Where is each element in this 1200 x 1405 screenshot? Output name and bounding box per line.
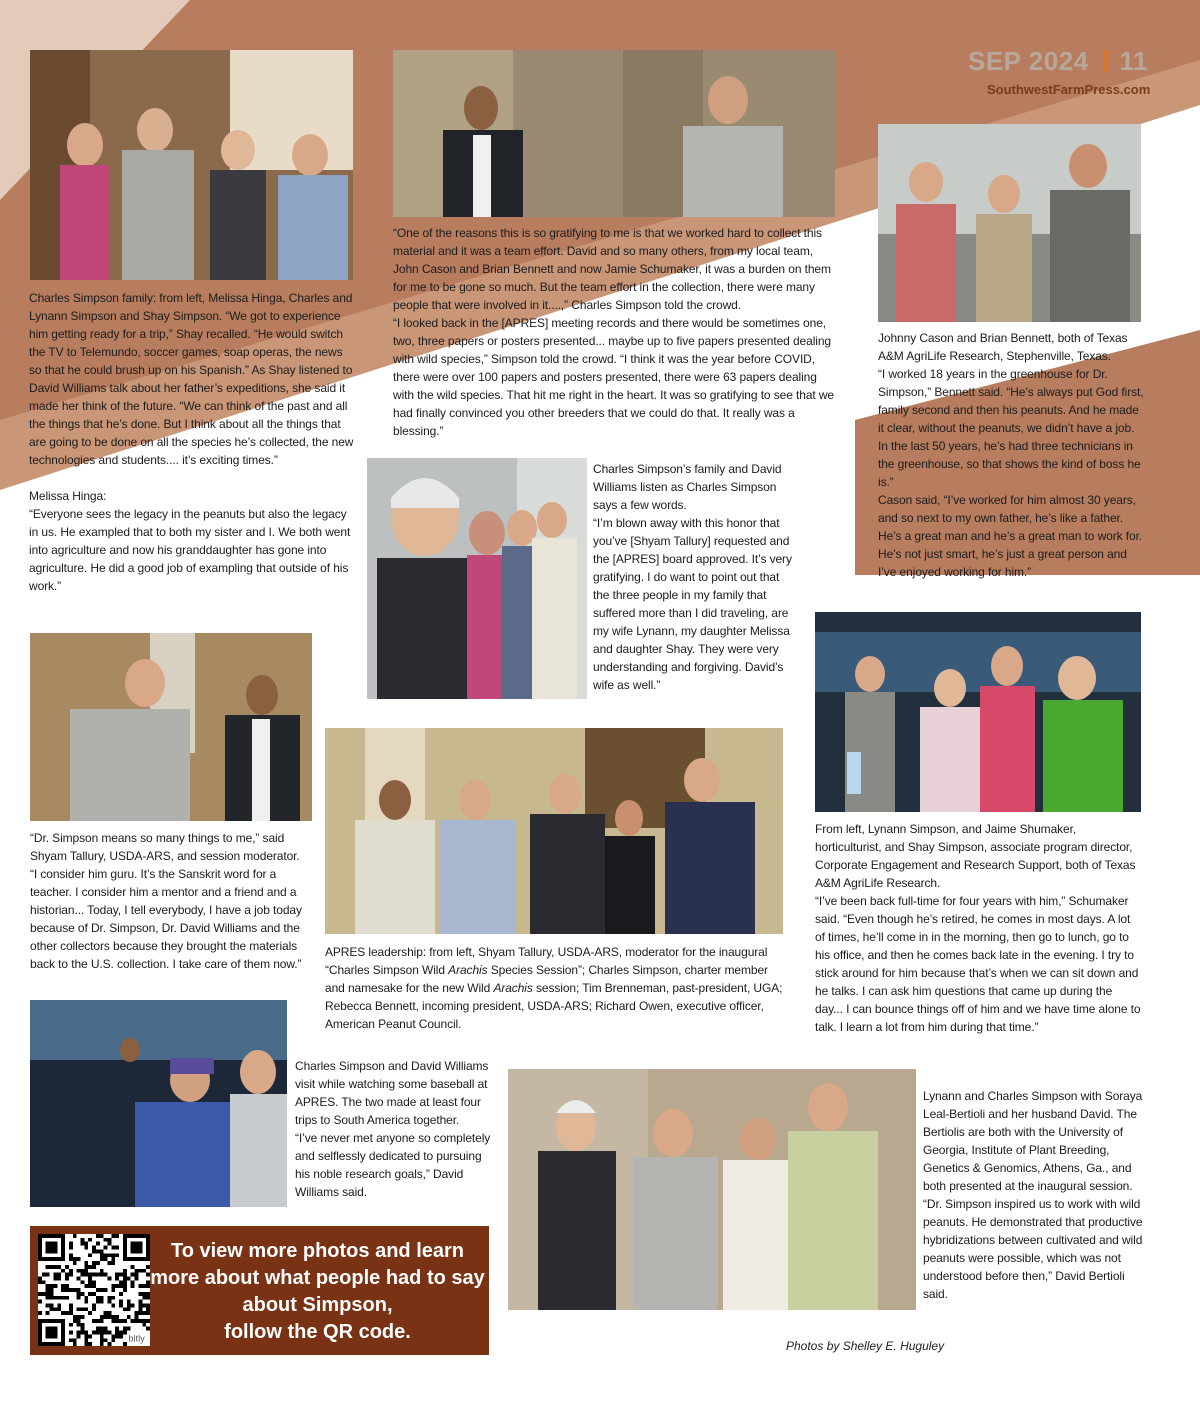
qr-promo-text: To view more photos and learn more about what people had to say about Simpson, follow the QR code. — [150, 1240, 485, 1343]
photo-simpson-tallury — [30, 633, 312, 821]
caption-family-listen-text: Charles Simpson’s family and David Williams listen as Charles Simpson says a few words. “I’m blown away with this honor that you’ve [Shyam Tallury] requested and the [APRES] board approved. It’s very gratifying. I do want to point out that the three people in my family that suffered more than I did traveling, are my wife Lynann, my daughter Melissa and daughter Shay. They were very understanding and forgiving. David’s wife as well.” — [593, 462, 792, 692]
issue-date: SEP 2024 — [968, 46, 1089, 76]
photo-apres-leadership — [325, 728, 783, 934]
photo-shumaker-group — [815, 612, 1141, 812]
caption-cason-bennett — [878, 329, 1144, 581]
apres-part1: APRES leadership: from left, Shyam Tallury, USDA-ARS, moderator for the inaugural “Charles Simpson Wild — [325, 945, 768, 977]
caption-family — [29, 289, 355, 595]
caption-baseball — [295, 1057, 499, 1201]
melissa-quote: “Everyone sees the legacy in the peanuts but also the legacy in us. He exampled that to both my sister and I. We both went into agriculture and now his granddaughter has gone into agriculture. He did a good job of exampling that outside of his work.” — [29, 507, 351, 593]
caption-apres — [325, 943, 783, 1033]
photo-family-listening — [367, 458, 587, 699]
caption-team-effort-text: “One of the reasons this is so gratifying to me is that we worked hard to collect this material and it was a team effort. David and so many others, from my local team, John Cason and Brian Bennett and now Jamie Schumaker, it was a burden on them for me to be gone so much. But the team effort in the collection, there were many people that were involved in it....,” Charles Simpson told the crowd. “I looked back in the [APRES] meeting records and there would be sometimes one, two, three papers or posters presented... maybe up to five papers presented dealing with wild species,” Simpson told the crowd. “I think it was the year before COVID, there were over 100 papers and posters presented, there were 63 papers dealing with the wild species. That hit me right in the heart. It was so gratifying to see that we had finally convinced you other breeders that we could do that. It really was a blessing.” — [393, 226, 835, 438]
apres-part2: Species Session”; Charles Simpson, charter member and namesake for the new Wild — [325, 963, 768, 995]
photo-bertioli-group — [508, 1069, 916, 1310]
photo-credit: Photos by Shelley E. Huguley — [786, 1339, 945, 1353]
apres-part3: session; Tim Brenneman, past-president, UGA; Rebecca Bennett, incoming president, USDA-ARS; Richard Owen, executive officer, American Peanut Council. — [325, 981, 783, 1031]
caption-shumaker — [815, 820, 1143, 1036]
apres-italic1: Arachis — [448, 963, 488, 977]
caption-tallury-text: “Dr. Simpson means so many things to me,” said Shyam Tallury, USDA-ARS, and session moderator. “I consider him guru. It’s the Sanskrit word for a teacher. I consider him a mentor and a friend and a historian... Today, I tell everybody, I have a job today because of Dr. Simpson, Dr. David Williams and the other collectors because they brought the materials back to the U.S. collection. I take care of them now.” — [30, 831, 302, 971]
caption-shumaker-text: From left, Lynann Simpson, and Jaime Shumaker, horticulturist, and Shay Simpson, associate program director, Corporate Engagement and Research Support, both of Texas A&M AgriLife Research. “I’ve been back full-time for four years with him,” Schumaker said. “Even though he’s retired, he comes in most days. A lot of times, he’ll come in in the morning, then go to lunch, go to his office, and then he comes back late in the evening. I try to stick around for him because that’s when we can sit down and he talks. I can ask him questions that came up during the day... I can bounce things off of him and we have time alone to talk. I learn a lot from him during that time.” — [815, 822, 1141, 1034]
photo-simpson-speaking — [393, 50, 835, 217]
caption-family-text: Charles Simpson family: from left, Melissa Hinga, Charles and Lynann Simpson and Shay Simpson. “We got to experience him getting ready for a trip,” Shay recalled. “He would switch the TV to Telemundo, soccer games, soap operas, the news so that he could brush up on his Spanish.” As Shay listened to David Williams talk about her father’s expeditions, she said it made her think of the future. “We can think of the past and all the things that he’s done. But I think about all the things that are going to be done on all the species he’s collected, the new technologies and students.... it’s exciting times.” — [29, 291, 354, 467]
website-link[interactable]: SouthwestFarmPress.com — [987, 82, 1151, 97]
apres-italic2: Arachis — [493, 981, 533, 995]
melissa-label: Melissa Hinga: — [29, 489, 107, 503]
photo-cason-bennett — [878, 124, 1141, 322]
page-number: 11 — [1119, 46, 1149, 76]
qr-promo-box[interactable] — [30, 1226, 489, 1355]
photo-baseball — [30, 1000, 287, 1207]
qr-label: bitly — [128, 1333, 145, 1344]
issue-header — [968, 46, 1148, 77]
caption-bertioli-text: Lynann and Charles Simpson with Soraya Leal-Bertioli and her husband David. The Bertiolis are both with the University of Georgia, Institute of Plant Breeding, Genetics & Genomics, Athens, Ga., and both presented at the inaugural session. “Dr. Simpson inspired us to work with wild peanuts. He demonstrated that productive hybridizations between cultivated and wild peanuts were possible, which was not understood before then,” David Bertioli said. — [923, 1089, 1143, 1301]
caption-bertioli — [923, 1087, 1147, 1303]
caption-family-listen — [593, 460, 797, 694]
qr-code[interactable] — [38, 1234, 150, 1346]
photo-simpson-family — [30, 50, 353, 280]
caption-tallury — [30, 829, 312, 973]
header-divider — [1103, 50, 1108, 72]
caption-team-effort — [393, 224, 839, 440]
caption-baseball-text: Charles Simpson and David Williams visit while watching some baseball at APRES. The two made at least four trips to South America together. “I’ve never met anyone so completely and selflessly dedicated to pursuing his noble research goals,” David Williams said. — [295, 1059, 491, 1199]
caption-cason-bennett-text: Johnny Cason and Brian Bennett, both of Texas A&M AgriLife Research, Stephenville, Texas. “I worked 18 years in the greenhouse for Dr. Simpson,” Bennett said. “He’s always put God first, family second and then his peanuts. And he made it clear, without the peanuts, we didn’t have a job. In the last 50 years, he’s had three technicians in the greenhouse, so that shows the kind of boss he is.” Cason said, “I’ve worked for him almost 30 years, and so next to my own father, he’s like a father. He’s a great man and he’s a great man to work for. He’s not just smart, he’s just a great person and I’ve enjoyed working for him.” — [878, 331, 1144, 579]
